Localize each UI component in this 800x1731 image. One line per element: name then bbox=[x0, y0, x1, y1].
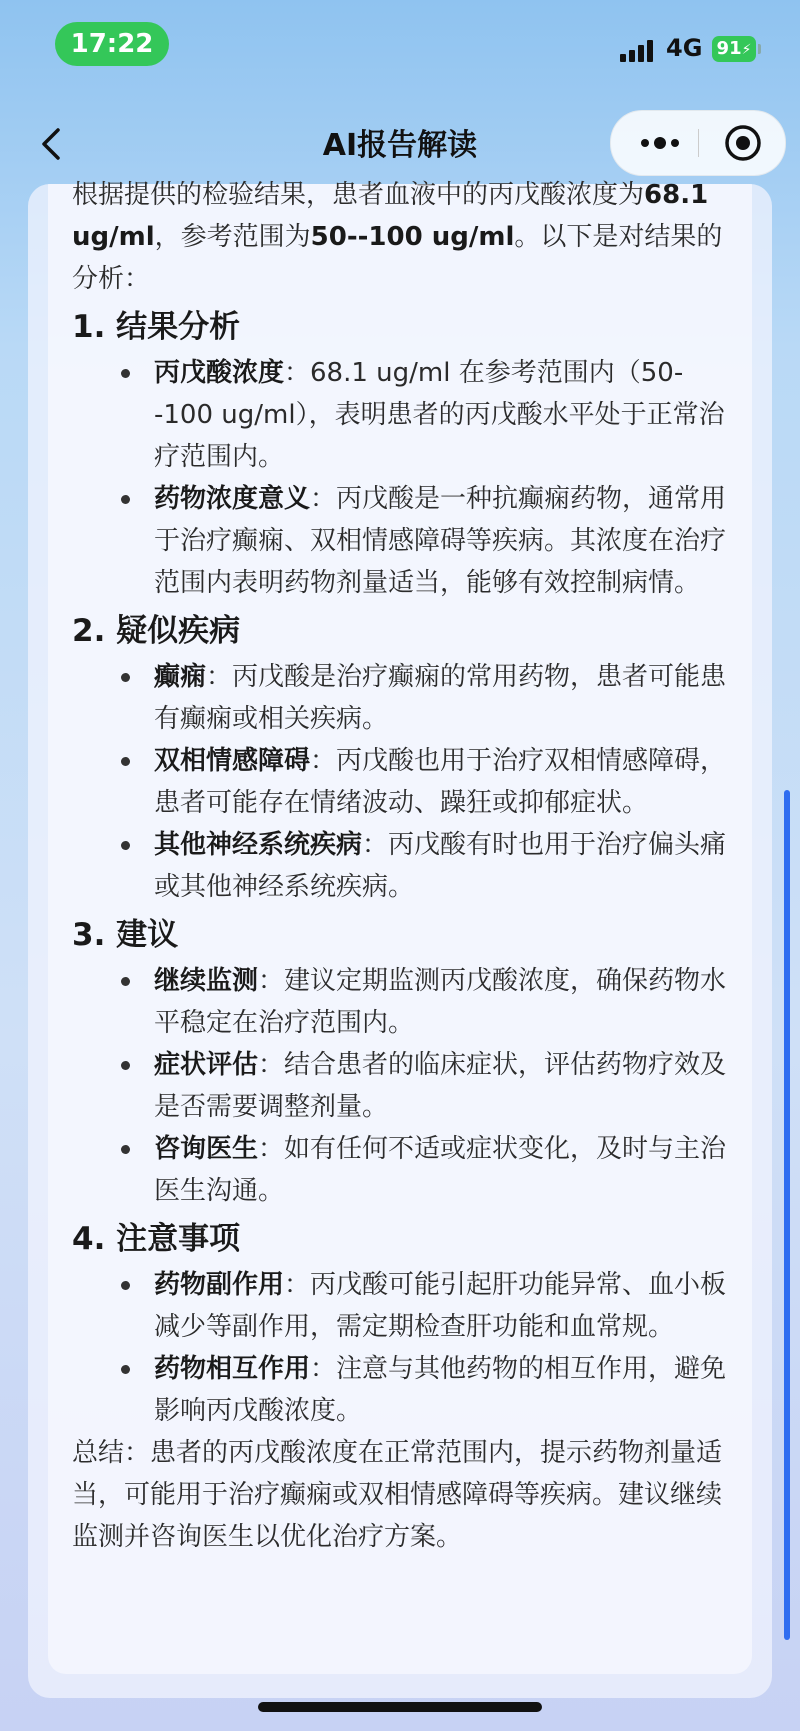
signal-icon bbox=[620, 40, 656, 62]
item-text: ：如有任何不适或症状变化，及时与主治医生沟通。 bbox=[154, 1134, 727, 1206]
capsule-divider bbox=[698, 129, 699, 157]
intro-range: 50--100 ug/ml bbox=[310, 222, 515, 252]
item-text: ：建议定期监测丙戊酸浓度，确保药物水平稳定在治疗范围内。 bbox=[154, 966, 727, 1038]
item-text: ：丙戊酸是治疗癫痫的常用药物，患者可能患有癫痫或相关疾病。 bbox=[154, 662, 727, 734]
item-text: ：丙戊酸也用于治疗双相情感障碍，患者可能存在情绪波动、躁狂或抑郁症状。 bbox=[154, 746, 727, 818]
list-item bbox=[154, 478, 742, 604]
item-text: ：丙戊酸有时也用于治疗偏头痛或其他神经系统疾病。 bbox=[154, 830, 727, 902]
list-item bbox=[154, 1264, 742, 1348]
section-heading: 2. 疑似疾病 bbox=[72, 613, 241, 649]
item-text: ：结合患者的临床症状，评估药物疗效及是否需要调整剂量。 bbox=[154, 1050, 727, 1122]
intro-paragraph bbox=[72, 174, 742, 300]
battery-icon bbox=[712, 36, 756, 62]
item-term: 症状评估 bbox=[154, 1050, 259, 1080]
network-type: 4G bbox=[666, 34, 703, 62]
page-title: AI报告解读 bbox=[322, 128, 478, 163]
more-dots-icon bbox=[635, 127, 685, 159]
section-list bbox=[72, 352, 742, 604]
item-term: 咨询医生 bbox=[154, 1134, 259, 1164]
item-term: 癫痫 bbox=[154, 662, 207, 692]
target-close-icon bbox=[723, 123, 763, 163]
item-term: 其他神经系统疾病 bbox=[154, 830, 363, 860]
intro-suffix: 。以下是对结果的分析： bbox=[72, 222, 723, 294]
list-item bbox=[154, 656, 742, 740]
section-list bbox=[72, 960, 742, 1212]
item-text: ：68.1 ug/ml 在参考范围内（50--100 ug/ml），表明患者的丙戊酸水平处于正常治疗范围内。 bbox=[154, 358, 725, 472]
section-list bbox=[72, 656, 742, 908]
section-heading: 1. 结果分析 bbox=[72, 309, 241, 345]
battery-level: 91 bbox=[716, 38, 742, 59]
item-term: 双相情感障碍 bbox=[154, 746, 311, 776]
charging-bolt-icon: ⚡ bbox=[741, 42, 752, 58]
item-term: 继续监测 bbox=[154, 966, 259, 996]
intro-prefix: 根据提供的检验结果，患者血液中的丙戊酸浓度为 bbox=[72, 180, 645, 210]
item-term: 药物副作用 bbox=[154, 1270, 285, 1300]
more-button[interactable] bbox=[635, 127, 685, 159]
item-text: ：丙戊酸可能引起肝功能异常、血小板减少等副作用，需定期检查肝功能和血常规。 bbox=[154, 1270, 727, 1342]
intro-value: 68.1 ug/ml bbox=[72, 180, 709, 252]
list-item bbox=[154, 1348, 742, 1432]
list-item bbox=[154, 824, 742, 908]
status-time: 17:22 bbox=[55, 22, 169, 66]
scrollbar[interactable] bbox=[784, 790, 790, 1640]
section-heading: 4. 注意事项 bbox=[72, 1221, 241, 1257]
list-item bbox=[154, 1128, 742, 1212]
item-term: 药物相互作用 bbox=[154, 1354, 311, 1384]
section-heading: 3. 建议 bbox=[72, 917, 179, 953]
report-text bbox=[72, 174, 742, 1558]
section-list bbox=[72, 1264, 742, 1432]
item-term: 药物浓度意义 bbox=[154, 484, 311, 514]
item-text: ：注意与其他药物的相互作用，避免影响丙戊酸浓度。 bbox=[154, 1354, 727, 1426]
home-indicator[interactable] bbox=[258, 1702, 542, 1712]
list-item bbox=[154, 352, 742, 478]
item-term: 丙戊酸浓度 bbox=[154, 358, 285, 388]
mini-program-capsule bbox=[610, 110, 786, 176]
summary-paragraph: 总结：患者的丙戊酸浓度在正常范围内，提示药物剂量适当，可能用于治疗癫痫或双相情感障碍等疾病。建议继续监测并咨询医生以优化治疗方案。 bbox=[72, 1438, 723, 1552]
list-item bbox=[154, 1044, 742, 1128]
list-item bbox=[154, 740, 742, 824]
item-text: ：丙戊酸是一种抗癫痫药物，通常用于治疗癫痫、双相情感障碍等疾病。其浓度在治疗范围内表明药物剂量适当，能够有效控制病情。 bbox=[154, 484, 727, 598]
nav-bar bbox=[0, 100, 800, 184]
status-bar bbox=[0, 0, 800, 90]
list-item bbox=[154, 960, 742, 1044]
intro-mid: ，参考范围为 bbox=[154, 222, 311, 252]
close-button[interactable] bbox=[723, 123, 763, 163]
